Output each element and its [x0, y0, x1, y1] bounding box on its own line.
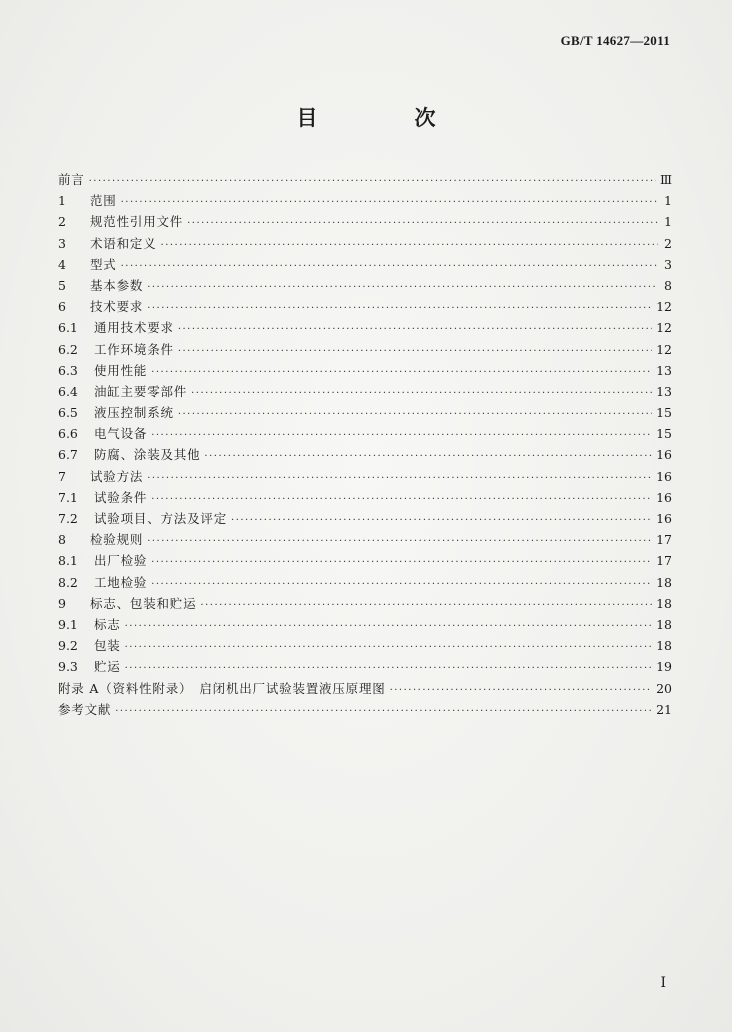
toc-entry-label: 技术要求 — [90, 299, 144, 315]
toc-entry[interactable] — [58, 635, 672, 656]
toc-entry-page-number: 12 — [656, 320, 672, 336]
toc-entry-label: 基本参数 — [90, 277, 144, 293]
page-folio: Ⅰ — [660, 976, 666, 991]
toc-entry-page-number: 16 — [656, 468, 672, 484]
toc-entry-number: 8.1 — [58, 553, 78, 569]
dot-leader — [151, 489, 652, 510]
toc-entry[interactable] — [58, 614, 672, 635]
toc-entry-label: 出厂检验 — [94, 553, 148, 569]
toc-entry[interactable] — [58, 593, 672, 614]
toc-entry[interactable] — [58, 296, 672, 317]
dot-leader — [147, 298, 652, 319]
dot-leader — [121, 256, 658, 277]
toc-entry-number: 1 — [58, 193, 66, 209]
toc-entry-page-number: 16 — [656, 447, 672, 463]
toc-entry[interactable] — [58, 381, 672, 402]
dot-leader — [390, 680, 653, 701]
page-title: 目 次 — [296, 105, 474, 130]
toc-entry[interactable] — [58, 678, 672, 699]
toc-entry-page-number: 20 — [656, 680, 672, 696]
toc-entry-page-number: 19 — [656, 659, 672, 675]
toc-entry-number: 6.1 — [58, 320, 78, 336]
toc-entry-label: 检验规则 — [90, 532, 144, 548]
toc-entry-label: 试验项目、方法及评定 — [94, 511, 228, 526]
toc-entry-label: 附录 A（资料性附录） 启闭机出厂试验装置液压原理图 — [58, 680, 386, 696]
dot-leader — [204, 446, 652, 467]
toc-entry-page-number: 21 — [656, 701, 672, 717]
dot-leader — [178, 404, 652, 425]
toc-entry-label: 工作环境条件 — [94, 341, 174, 357]
toc-entry-number: 9.3 — [58, 659, 78, 675]
toc-entry-number: 8 — [58, 532, 66, 548]
toc-entry-page-number: 1 — [664, 214, 672, 230]
toc-entry-page-number: 18 — [656, 595, 672, 611]
toc-entry[interactable] — [58, 572, 672, 593]
toc-entry[interactable] — [58, 169, 672, 190]
toc-entry[interactable] — [58, 487, 672, 508]
toc-entry[interactable] — [58, 360, 672, 381]
toc-entry-page-number: 15 — [656, 405, 672, 421]
toc-entry-number: 7.1 — [58, 489, 78, 505]
dot-leader — [125, 658, 652, 679]
toc-entry-number: 6.7 — [58, 447, 78, 463]
toc-entry-page-number: 3 — [664, 256, 672, 272]
toc-entry-page-number: 18 — [656, 616, 672, 632]
dot-leader — [178, 341, 652, 362]
toc-entry-page-number: 2 — [664, 235, 672, 251]
toc-entry-label: 范围 — [90, 193, 117, 209]
dot-leader — [178, 319, 652, 340]
dot-leader — [121, 192, 658, 213]
toc-entry-page-number: 18 — [656, 638, 672, 654]
toc-entry-number: 5 — [58, 277, 66, 293]
toc-entry-page-number: 16 — [656, 511, 672, 526]
toc-entry[interactable] — [58, 550, 672, 571]
toc-entry-number: 6 — [58, 299, 66, 315]
dot-leader — [125, 637, 652, 658]
toc-entry-label: 标志 — [94, 616, 121, 632]
toc-entry-page-number: 8 — [664, 277, 672, 293]
toc-entry[interactable] — [58, 656, 672, 677]
toc-entry-page-number: 13 — [656, 383, 672, 399]
toc-entry-label: 包装 — [94, 638, 121, 654]
toc-entry-label: 前言 — [58, 172, 85, 187]
toc-entry-number: 3 — [58, 235, 66, 251]
toc-entry[interactable] — [58, 444, 672, 465]
toc-entry-number: 9.1 — [58, 616, 78, 632]
toc-entry-page-number: 17 — [656, 532, 672, 548]
toc-entry[interactable] — [58, 339, 672, 360]
dot-leader — [151, 425, 652, 446]
toc-entry[interactable] — [58, 190, 672, 211]
toc-entry-label: 电气设备 — [94, 426, 148, 442]
dot-leader — [147, 277, 658, 298]
toc-entry[interactable] — [58, 423, 672, 444]
toc-entry-label: 通用技术要求 — [94, 320, 174, 336]
toc-entry-number: 9.2 — [58, 638, 78, 654]
toc-entry-label: 术语和定义 — [90, 235, 157, 251]
toc-entry[interactable] — [58, 233, 672, 254]
toc-entry-page-number: 13 — [656, 362, 672, 378]
toc-entry[interactable] — [58, 529, 672, 550]
dot-leader — [147, 468, 652, 489]
toc-entry-number: 6.3 — [58, 362, 78, 378]
dot-leader — [125, 616, 652, 637]
toc-entry-page-number: 16 — [656, 489, 672, 505]
toc-entry-label: 规范性引用文件 — [90, 214, 184, 230]
standard-code: GB/T 14627—2011 — [560, 33, 670, 48]
toc-entry-label: 试验方法 — [90, 468, 144, 484]
dot-leader — [161, 235, 658, 256]
toc-entry-page-number: 12 — [656, 341, 672, 357]
toc-entry-number: 8.2 — [58, 574, 78, 590]
dot-leader — [231, 510, 652, 531]
toc-entry-page-number: 15 — [656, 426, 672, 442]
toc-entry[interactable] — [58, 317, 672, 338]
toc-entry[interactable] — [58, 508, 672, 529]
toc-entry[interactable] — [58, 466, 672, 487]
toc-entry-label: 使用性能 — [94, 362, 148, 378]
toc-entry-label: 液压控制系统 — [94, 405, 174, 421]
toc-entry-page-number: 18 — [656, 574, 672, 590]
dot-leader — [89, 171, 656, 192]
toc-entry-label: 试验条件 — [94, 489, 148, 505]
dot-leader — [147, 531, 652, 552]
toc-entry-label: 标志、包装和贮运 — [90, 595, 197, 611]
toc-entry-label: 油缸主要零部件 — [94, 383, 188, 399]
toc-entry-number: 7 — [58, 468, 66, 484]
toc-entry-label: 防腐、涂装及其他 — [94, 447, 201, 463]
toc-entry-label: 参考文献 — [58, 701, 112, 717]
toc-entry-number: 6.6 — [58, 426, 78, 442]
toc-entry-number: 6.2 — [58, 341, 78, 357]
toc-entry-number: 9 — [58, 595, 66, 611]
toc-entry-page-number: 1 — [664, 193, 672, 209]
dot-leader — [115, 701, 652, 722]
dot-leader — [151, 552, 652, 573]
toc-entry[interactable] — [58, 254, 672, 275]
dot-leader — [151, 574, 652, 595]
dot-leader — [187, 213, 658, 234]
dot-leader — [200, 595, 652, 616]
toc-entry[interactable] — [58, 699, 672, 720]
table-of-contents — [58, 169, 672, 720]
toc-entry[interactable] — [58, 402, 672, 423]
toc-entry-number: 4 — [58, 256, 66, 272]
toc-entry-label: 工地检验 — [94, 574, 148, 590]
toc-entry-number: 6.4 — [58, 383, 78, 399]
dot-leader — [191, 383, 652, 404]
toc-entry-number: 6.5 — [58, 405, 78, 421]
toc-entry-label: 型式 — [90, 256, 117, 272]
toc-entry-page-number: 17 — [656, 553, 672, 569]
toc-entry-page-number: 12 — [656, 299, 672, 315]
toc-entry[interactable] — [58, 275, 672, 296]
dot-leader — [151, 362, 652, 383]
toc-entry-number: 7.2 — [58, 511, 78, 526]
toc-entry-page-number: Ⅲ — [659, 172, 672, 187]
toc-entry-number: 2 — [58, 214, 66, 230]
toc-entry-label: 贮运 — [94, 659, 121, 675]
toc-entry[interactable] — [58, 211, 672, 232]
